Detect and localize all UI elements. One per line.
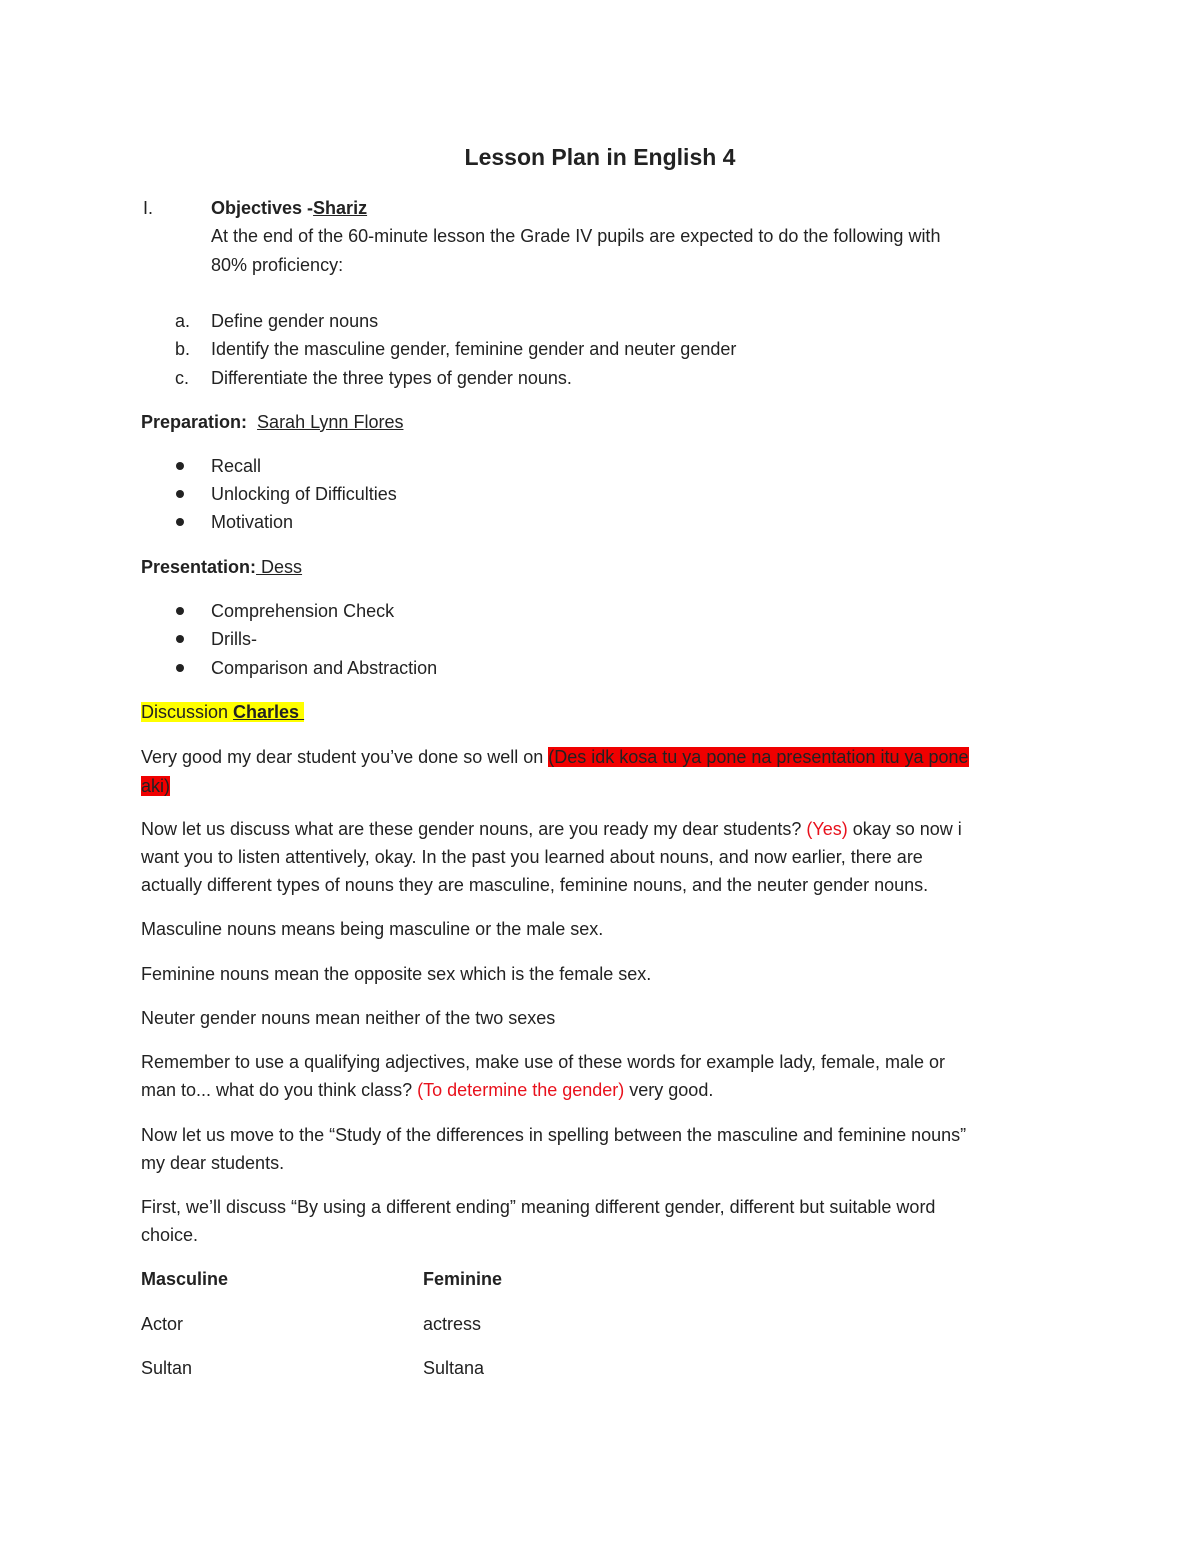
discussion-paragraph-1-cont	[141, 772, 170, 800]
discussion-paragraph-4: Feminine nouns mean the opposite sex which is the female sex.	[141, 964, 652, 984]
discussion-paragraph-8-line2: choice.	[141, 1225, 199, 1245]
objective-marker: b.	[175, 339, 191, 359]
objectives-numeral: I.	[143, 198, 154, 218]
student-answer: (To determine the gender)	[417, 1080, 625, 1100]
objectives-text-line2: 80% proficiency:	[211, 255, 344, 275]
discussion-paragraph-6: Remember to use a qualifying adjectives, make use of these words for example lady, female, male or	[141, 1052, 946, 1072]
table-cell: actress	[423, 1314, 482, 1334]
presentation-item: Comprehension Check	[211, 601, 395, 621]
bullet-icon	[176, 635, 184, 643]
discussion-text: okay so now i	[847, 819, 962, 839]
table-cell: Actor	[141, 1314, 184, 1334]
table-header-masculine: Masculine	[141, 1269, 229, 1289]
objective-item: Identify the masculine gender, feminine gender and neuter gender	[211, 339, 737, 359]
objectives-label: Objectives -	[211, 198, 314, 218]
preparation-item: Motivation	[211, 512, 294, 532]
discussion-paragraph-7: Now let us move to the “Study of the differences in spelling between the masculine and feminine nouns”	[141, 1125, 967, 1145]
discussion-text: very good.	[624, 1080, 714, 1100]
objectives-heading	[211, 194, 367, 222]
discussion-paragraph-2-line2: want you to listen attentively, okay. In the past you learned about nouns, and now earlier, there are	[141, 847, 923, 867]
bullet-icon	[176, 518, 184, 526]
presentation-author: Dess	[256, 557, 303, 577]
preparation-item: Unlocking of Difficulties	[211, 484, 397, 504]
preparation-author: Sarah Lynn Flores	[257, 412, 404, 432]
bullet-icon	[176, 462, 184, 470]
preparation-item: Recall	[211, 456, 262, 476]
discussion-paragraph-5: Neuter gender nouns mean neither of the two sexes	[141, 1008, 556, 1028]
objective-item: Define gender nouns	[211, 311, 379, 331]
red-highlight-note: (Des idk kosa tu ya pone na presentation itu ya pone	[548, 747, 969, 767]
bullet-icon	[176, 490, 184, 498]
objective-item: Differentiate the three types of gender nouns.	[211, 368, 572, 388]
page-title: Lesson Plan in English 4	[464, 144, 736, 170]
discussion-paragraph-2-line3: actually different types of nouns they are masculine, feminine nouns, and the neuter gender nouns.	[141, 875, 929, 895]
presentation-item: Drills-	[211, 629, 257, 649]
discussion-paragraph-7-line2: my dear students.	[141, 1153, 285, 1173]
table-cell: Sultan	[141, 1358, 193, 1378]
discussion-text: Now let us discuss what are these gender nouns, are you ready my dear students?	[141, 819, 807, 839]
objective-marker: c.	[175, 368, 190, 388]
bullet-icon	[176, 607, 184, 615]
objective-marker: a.	[175, 311, 191, 331]
discussion-label: Discussion	[141, 702, 234, 722]
presentation-heading	[141, 553, 302, 581]
discussion-text: Very good my dear student you’ve done so well on	[141, 747, 549, 767]
preparation-label: Preparation:	[141, 412, 248, 432]
discussion-author: Charles	[233, 702, 305, 722]
discussion-paragraph-8: First, we’ll discuss “By using a different ending” meaning different gender, different but suitable word	[141, 1197, 936, 1217]
red-highlight-note: aki)	[141, 776, 171, 796]
presentation-label: Presentation:	[141, 557, 257, 577]
table-header-feminine: Feminine	[423, 1269, 503, 1289]
student-answer: (Yes)	[806, 819, 848, 839]
discussion-paragraph-3: Masculine nouns means being masculine or the male sex.	[141, 919, 604, 939]
preparation-heading	[141, 408, 403, 436]
discussion-text: man to... what do you think class?	[141, 1080, 418, 1100]
discussion-heading	[141, 698, 304, 726]
table-cell: Sultana	[423, 1358, 485, 1378]
discussion-paragraph-2	[141, 815, 962, 843]
objectives-author: Shariz	[313, 198, 368, 218]
discussion-paragraph-6-line2	[141, 1076, 713, 1104]
presentation-item: Comparison and Abstraction	[211, 658, 438, 678]
discussion-paragraph-1	[141, 743, 969, 771]
objectives-text-line1: At the end of the 60-minute lesson the Grade IV pupils are expected to do the following with	[211, 226, 941, 246]
bullet-icon	[176, 664, 184, 672]
